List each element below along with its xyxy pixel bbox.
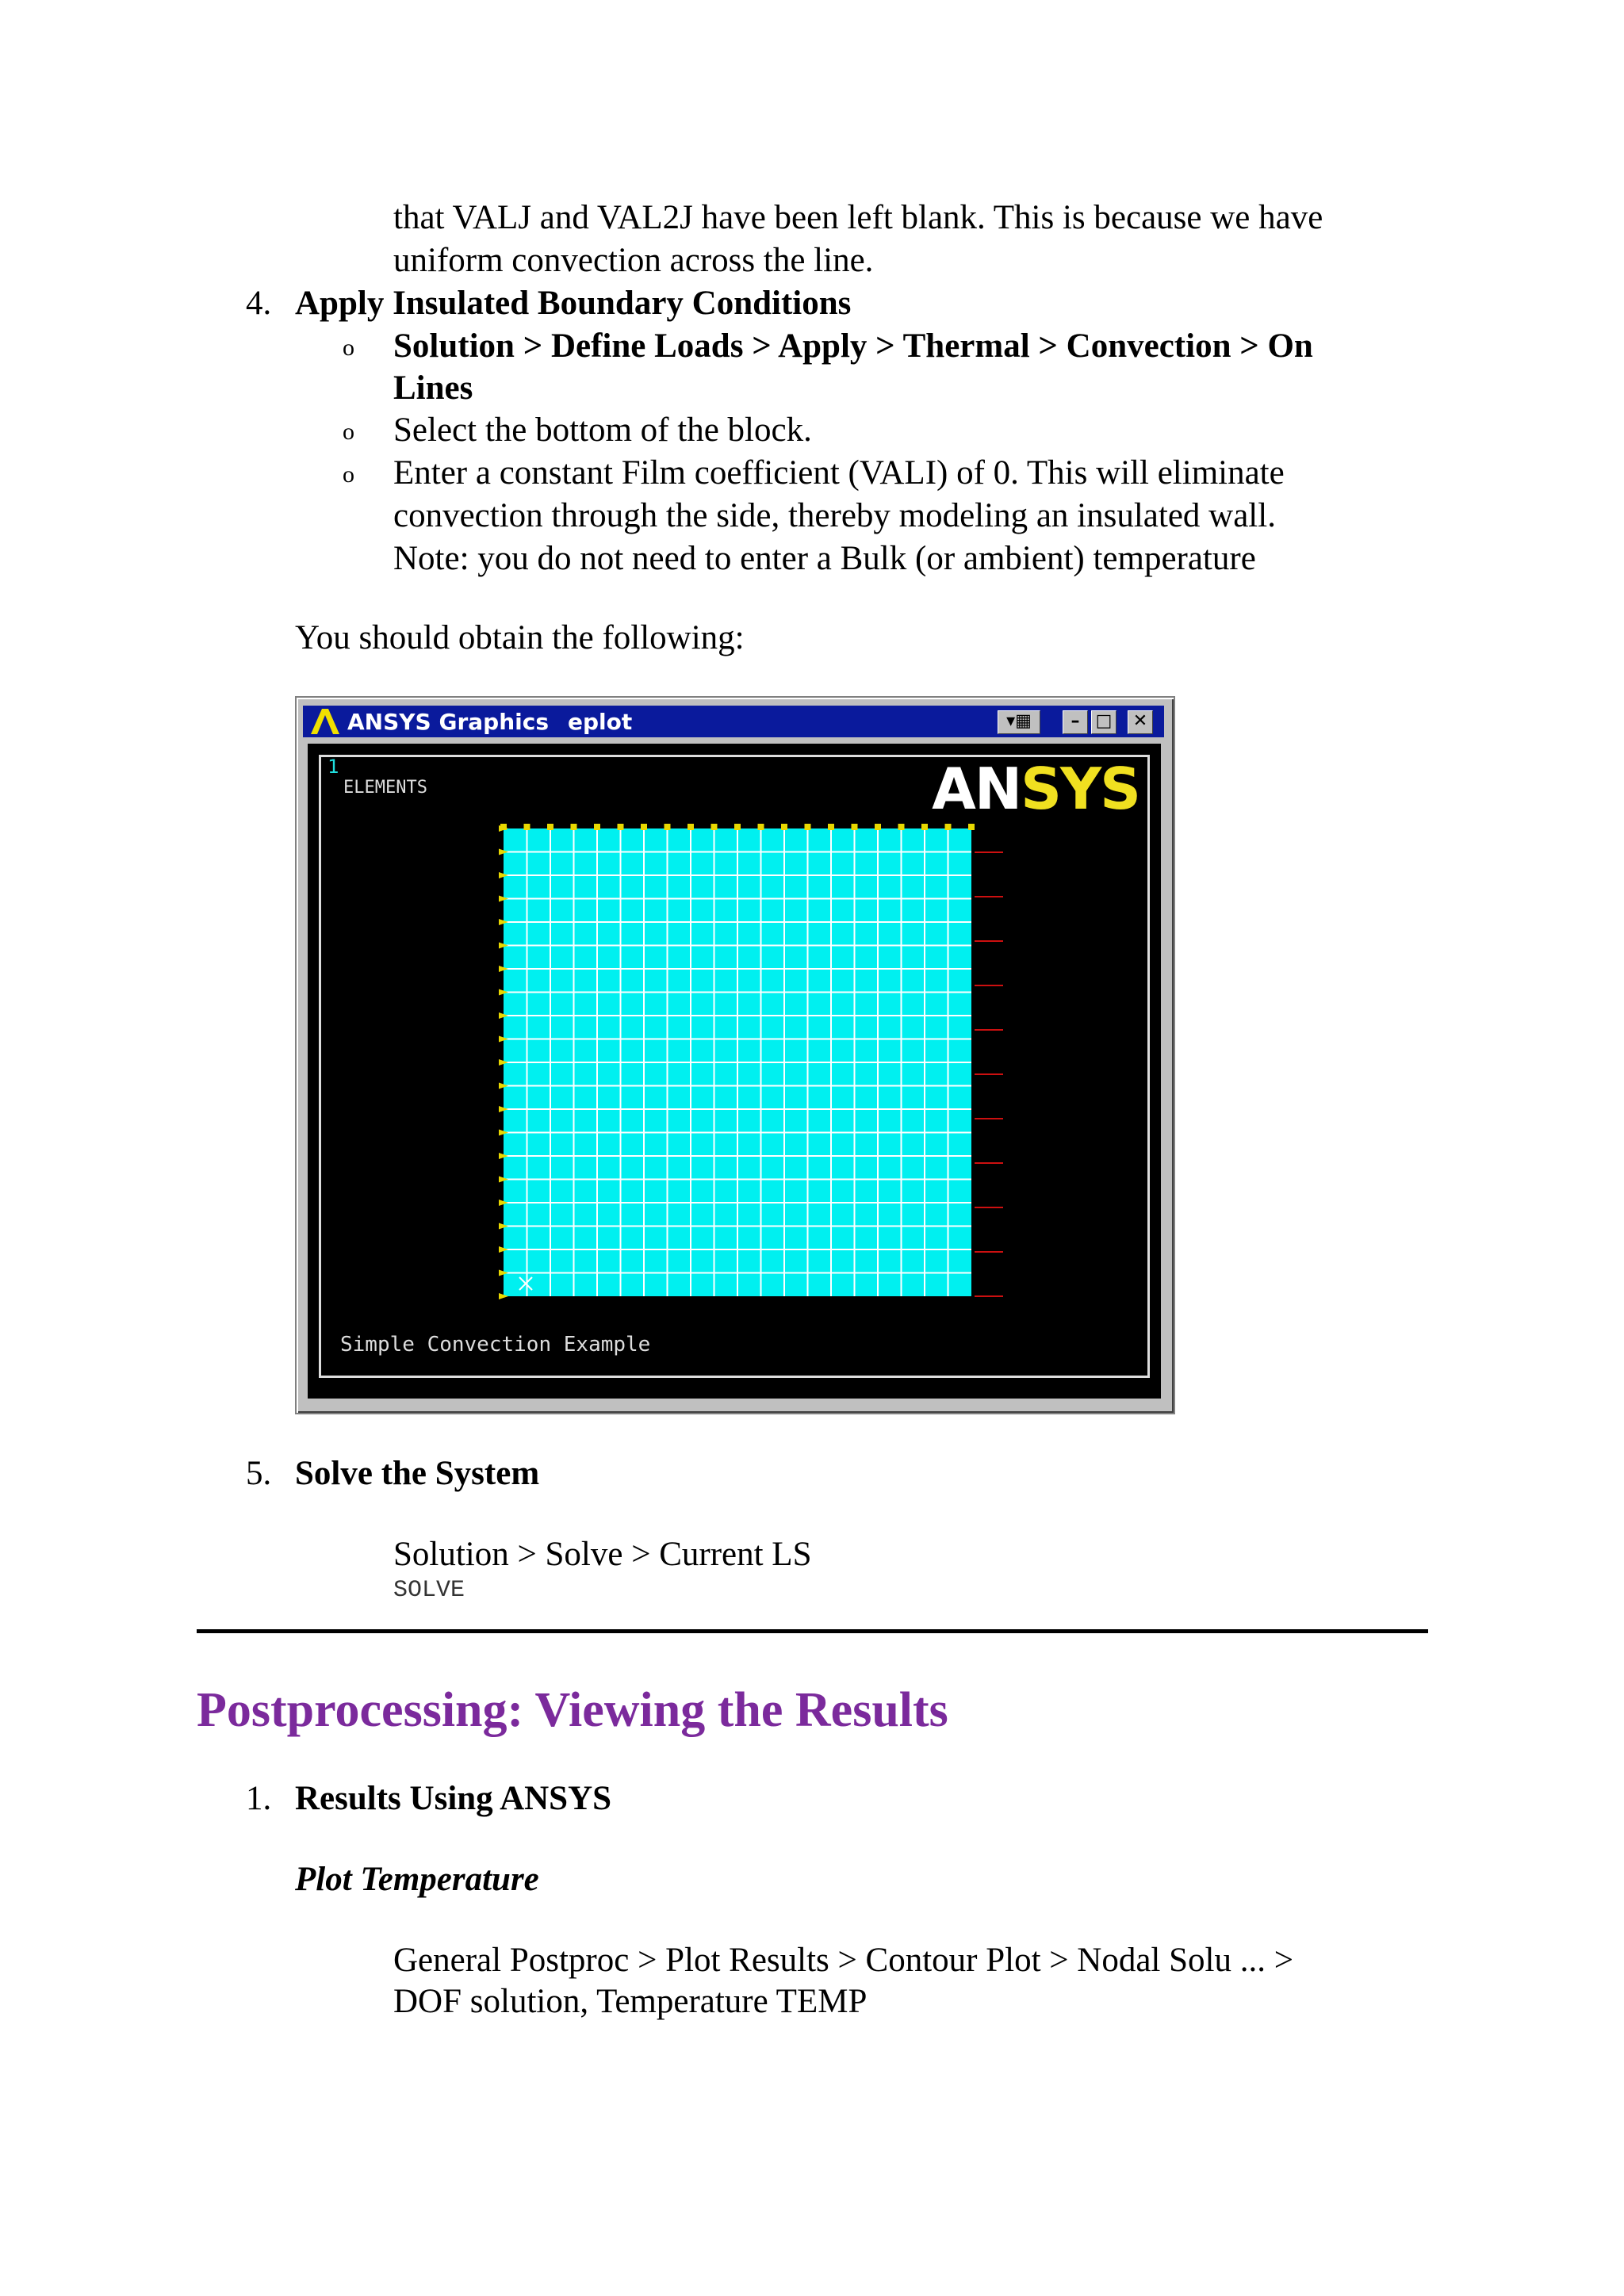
step-5-title: Solve the System	[295, 1455, 540, 1492]
top-bc-marker	[571, 824, 577, 830]
post-path-line-1: General Postproc > Plot Results > Contour Plot > Nodal Solu ... >	[393, 1942, 1293, 1979]
step-5-command: SOLVE	[393, 1577, 465, 1604]
element-mesh-plot	[321, 757, 1147, 1376]
plot-label: ELEMENTS	[343, 778, 427, 798]
maximize-icon[interactable]: □	[1091, 710, 1116, 734]
logo-part-an: AN	[932, 756, 1021, 822]
post-path-line-2: DOF solution, Temperature TEMP	[393, 1983, 868, 2020]
bullet-1-marker: o	[343, 335, 354, 361]
top-bc-marker	[618, 824, 624, 830]
logo-part-sys: SYS	[1021, 756, 1139, 822]
top-bc-marker	[828, 824, 834, 830]
bullet-2-marker: o	[343, 419, 354, 445]
step-4-number: 4.	[246, 285, 272, 322]
post-item-number: 1.	[246, 1780, 272, 1817]
step-5-number: 5.	[246, 1455, 272, 1492]
minimize-icon[interactable]: –	[1063, 710, 1088, 734]
ansys-graphics-window	[295, 696, 1175, 1414]
window-menu-icon[interactable]: ▾▦	[998, 710, 1040, 734]
window-title-command: eplot	[567, 709, 633, 735]
top-bc-marker	[734, 824, 741, 830]
bullet-3-line-2: convection through the side, thereby modeling an insulated wall.	[393, 497, 1276, 534]
bullet-1-line-1: Solution > Define Loads > Apply > Thermal > Convection > On	[393, 327, 1313, 365]
bullet-3-line-3: Note: you do not need to enter a Bulk (or ambient) temperature	[393, 540, 1256, 577]
top-bc-marker	[805, 824, 811, 830]
top-bc-marker	[875, 824, 881, 830]
top-bc-marker	[711, 824, 718, 830]
top-bc-marker	[547, 824, 553, 830]
postprocessing-heading: Postprocessing: Viewing the Results	[197, 1683, 948, 1737]
top-bc-marker	[758, 824, 764, 830]
bullet-2-text: Select the bottom of the block.	[393, 411, 812, 449]
top-bc-marker	[898, 824, 905, 830]
ansys-app-icon	[309, 709, 341, 734]
window-title-app: ANSYS Graphics	[347, 709, 549, 735]
bullet-3-marker: o	[343, 461, 354, 488]
intro-line-2: uniform convection across the line.	[393, 242, 874, 279]
close-icon[interactable]: ✕	[1128, 710, 1153, 734]
horizontal-rule	[197, 1629, 1428, 1633]
top-bc-marker	[852, 824, 858, 830]
top-bc-marker	[594, 824, 600, 830]
top-bc-marker	[921, 824, 928, 830]
top-bc-marker	[524, 824, 530, 830]
graphics-canvas	[308, 744, 1161, 1399]
top-bc-marker	[688, 824, 694, 830]
top-bc-marker	[945, 824, 952, 830]
post-item-title: Results Using ANSYS	[295, 1780, 612, 1817]
graphics-frame	[319, 755, 1150, 1378]
obtain-text: You should obtain the following:	[295, 619, 745, 656]
plot-caption: Simple Convection Example	[340, 1333, 651, 1357]
window-titlebar	[303, 706, 1164, 737]
step-5-path: Solution > Solve > Current LS	[393, 1536, 812, 1573]
top-bc-marker	[641, 824, 647, 830]
step-4-title: Apply Insulated Boundary Conditions	[295, 285, 852, 322]
window-number: 1	[327, 756, 339, 778]
bullet-1-line-2: Lines	[393, 369, 473, 407]
top-bc-marker	[968, 824, 975, 830]
bullet-3-line-1: Enter a constant Film coefficient (VALI) of 0. This will eliminate	[393, 454, 1285, 492]
intro-line-1: that VALJ and VAL2J have been left blank. This is because we have	[393, 199, 1323, 236]
plot-temperature-subheading: Plot Temperature	[295, 1861, 539, 1898]
top-bc-marker	[665, 824, 671, 830]
top-bc-marker	[781, 824, 787, 830]
